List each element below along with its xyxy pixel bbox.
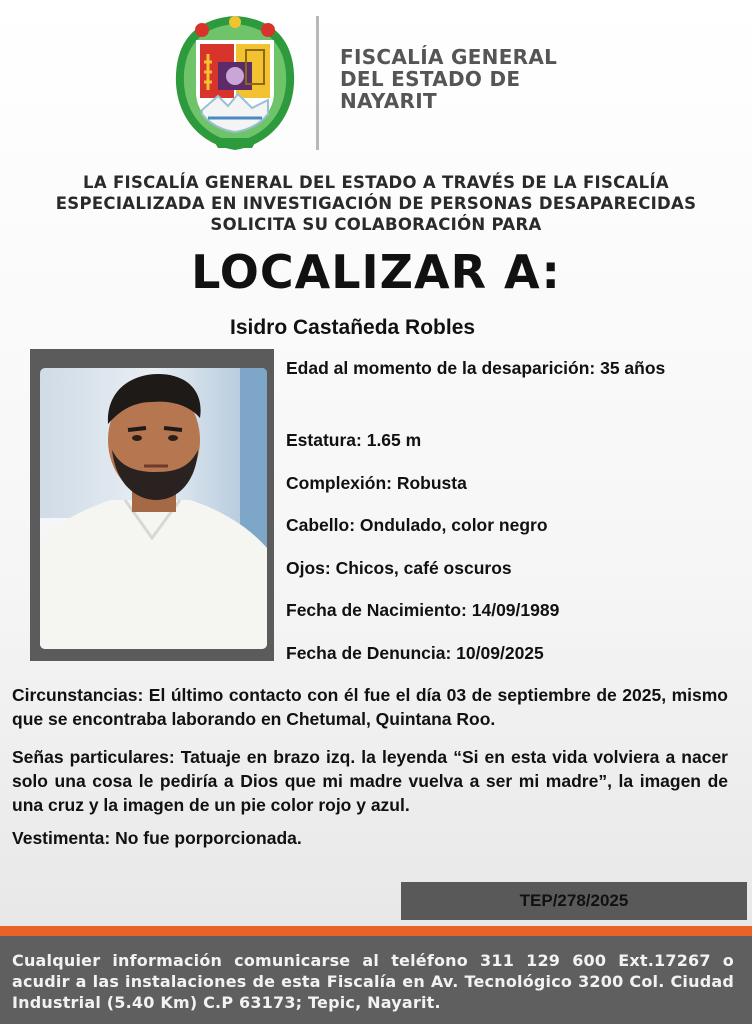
intro-line-1: LA FISCALÍA GENERAL DEL ESTADO A TRAVÉS DE LA FISCALÍA	[83, 173, 669, 192]
case-folio-box	[401, 882, 747, 920]
detail-build: Complexión: Robusta	[286, 473, 467, 493]
nayarit-coat-of-arms-logo	[172, 14, 298, 152]
detail-eyes: Ojos: Chicos, café oscuros	[286, 558, 512, 578]
particular-marks-text: Señas particulares: Tatuaje en brazo izq. la leyenda “Si en esta vida volviera a nacer solo una cosa le pediría a Dios que mi madre vuelva a ser mi madre”, la imagen de una cruz y la imagen de un pie color rojo y azul.	[12, 747, 728, 815]
footer-contact-text: Cualquier información comunicarse al teléfono 311 129 600 Ext.17267 o acudir a las instalaciones de esta Fiscalía en Av. Tecnológico 3200 Col. Ciudad Industrial (5.40 Km) C.P 63173; Tepic, Nayarit.	[12, 951, 734, 1012]
circumstances-text: Circunstancias: El último contacto con él fue el día 03 de septiembre de 2025, mismo que se encontraba laborando en Chetumal, Quintana Roo.	[12, 685, 728, 729]
detail-hair: Cabello: Ondulado, color negro	[286, 515, 548, 535]
case-folio-number: TEP/278/2025	[519, 891, 629, 910]
detail-birth-date: Fecha de Nacimiento: 14/09/1989	[286, 600, 560, 620]
footer-contact	[0, 936, 752, 1024]
detail-report-date: Fecha de Denuncia: 10/09/2025	[286, 643, 544, 663]
agency-line-1: FISCALÍA GENERAL	[340, 45, 558, 69]
agency-line-2: DEL ESTADO DE	[340, 67, 521, 91]
detail-age: Edad al momento de la desaparición: 35 años	[286, 358, 666, 378]
intro-line-3: SOLICITA SU COLABORACIÓN PARA	[210, 215, 542, 234]
detail-height: Estatura: 1.65 m	[286, 430, 422, 450]
person-photo	[40, 368, 267, 649]
header-divider	[316, 16, 319, 150]
orange-accent-bar	[0, 926, 752, 936]
agency-name	[340, 46, 557, 112]
agency-line-3: NAYARIT	[340, 89, 437, 113]
person-name: Isidro Castañeda Robles	[230, 316, 476, 339]
intro-text	[0, 172, 752, 235]
clothing-text: Vestimenta: No fue porporcionada.	[12, 828, 302, 848]
intro-line-2: ESPECIALIZADA EN INVESTIGACIÓN DE PERSONAS DESAPARECIDAS	[55, 194, 697, 213]
headline: LOCALIZAR A:	[191, 245, 561, 299]
